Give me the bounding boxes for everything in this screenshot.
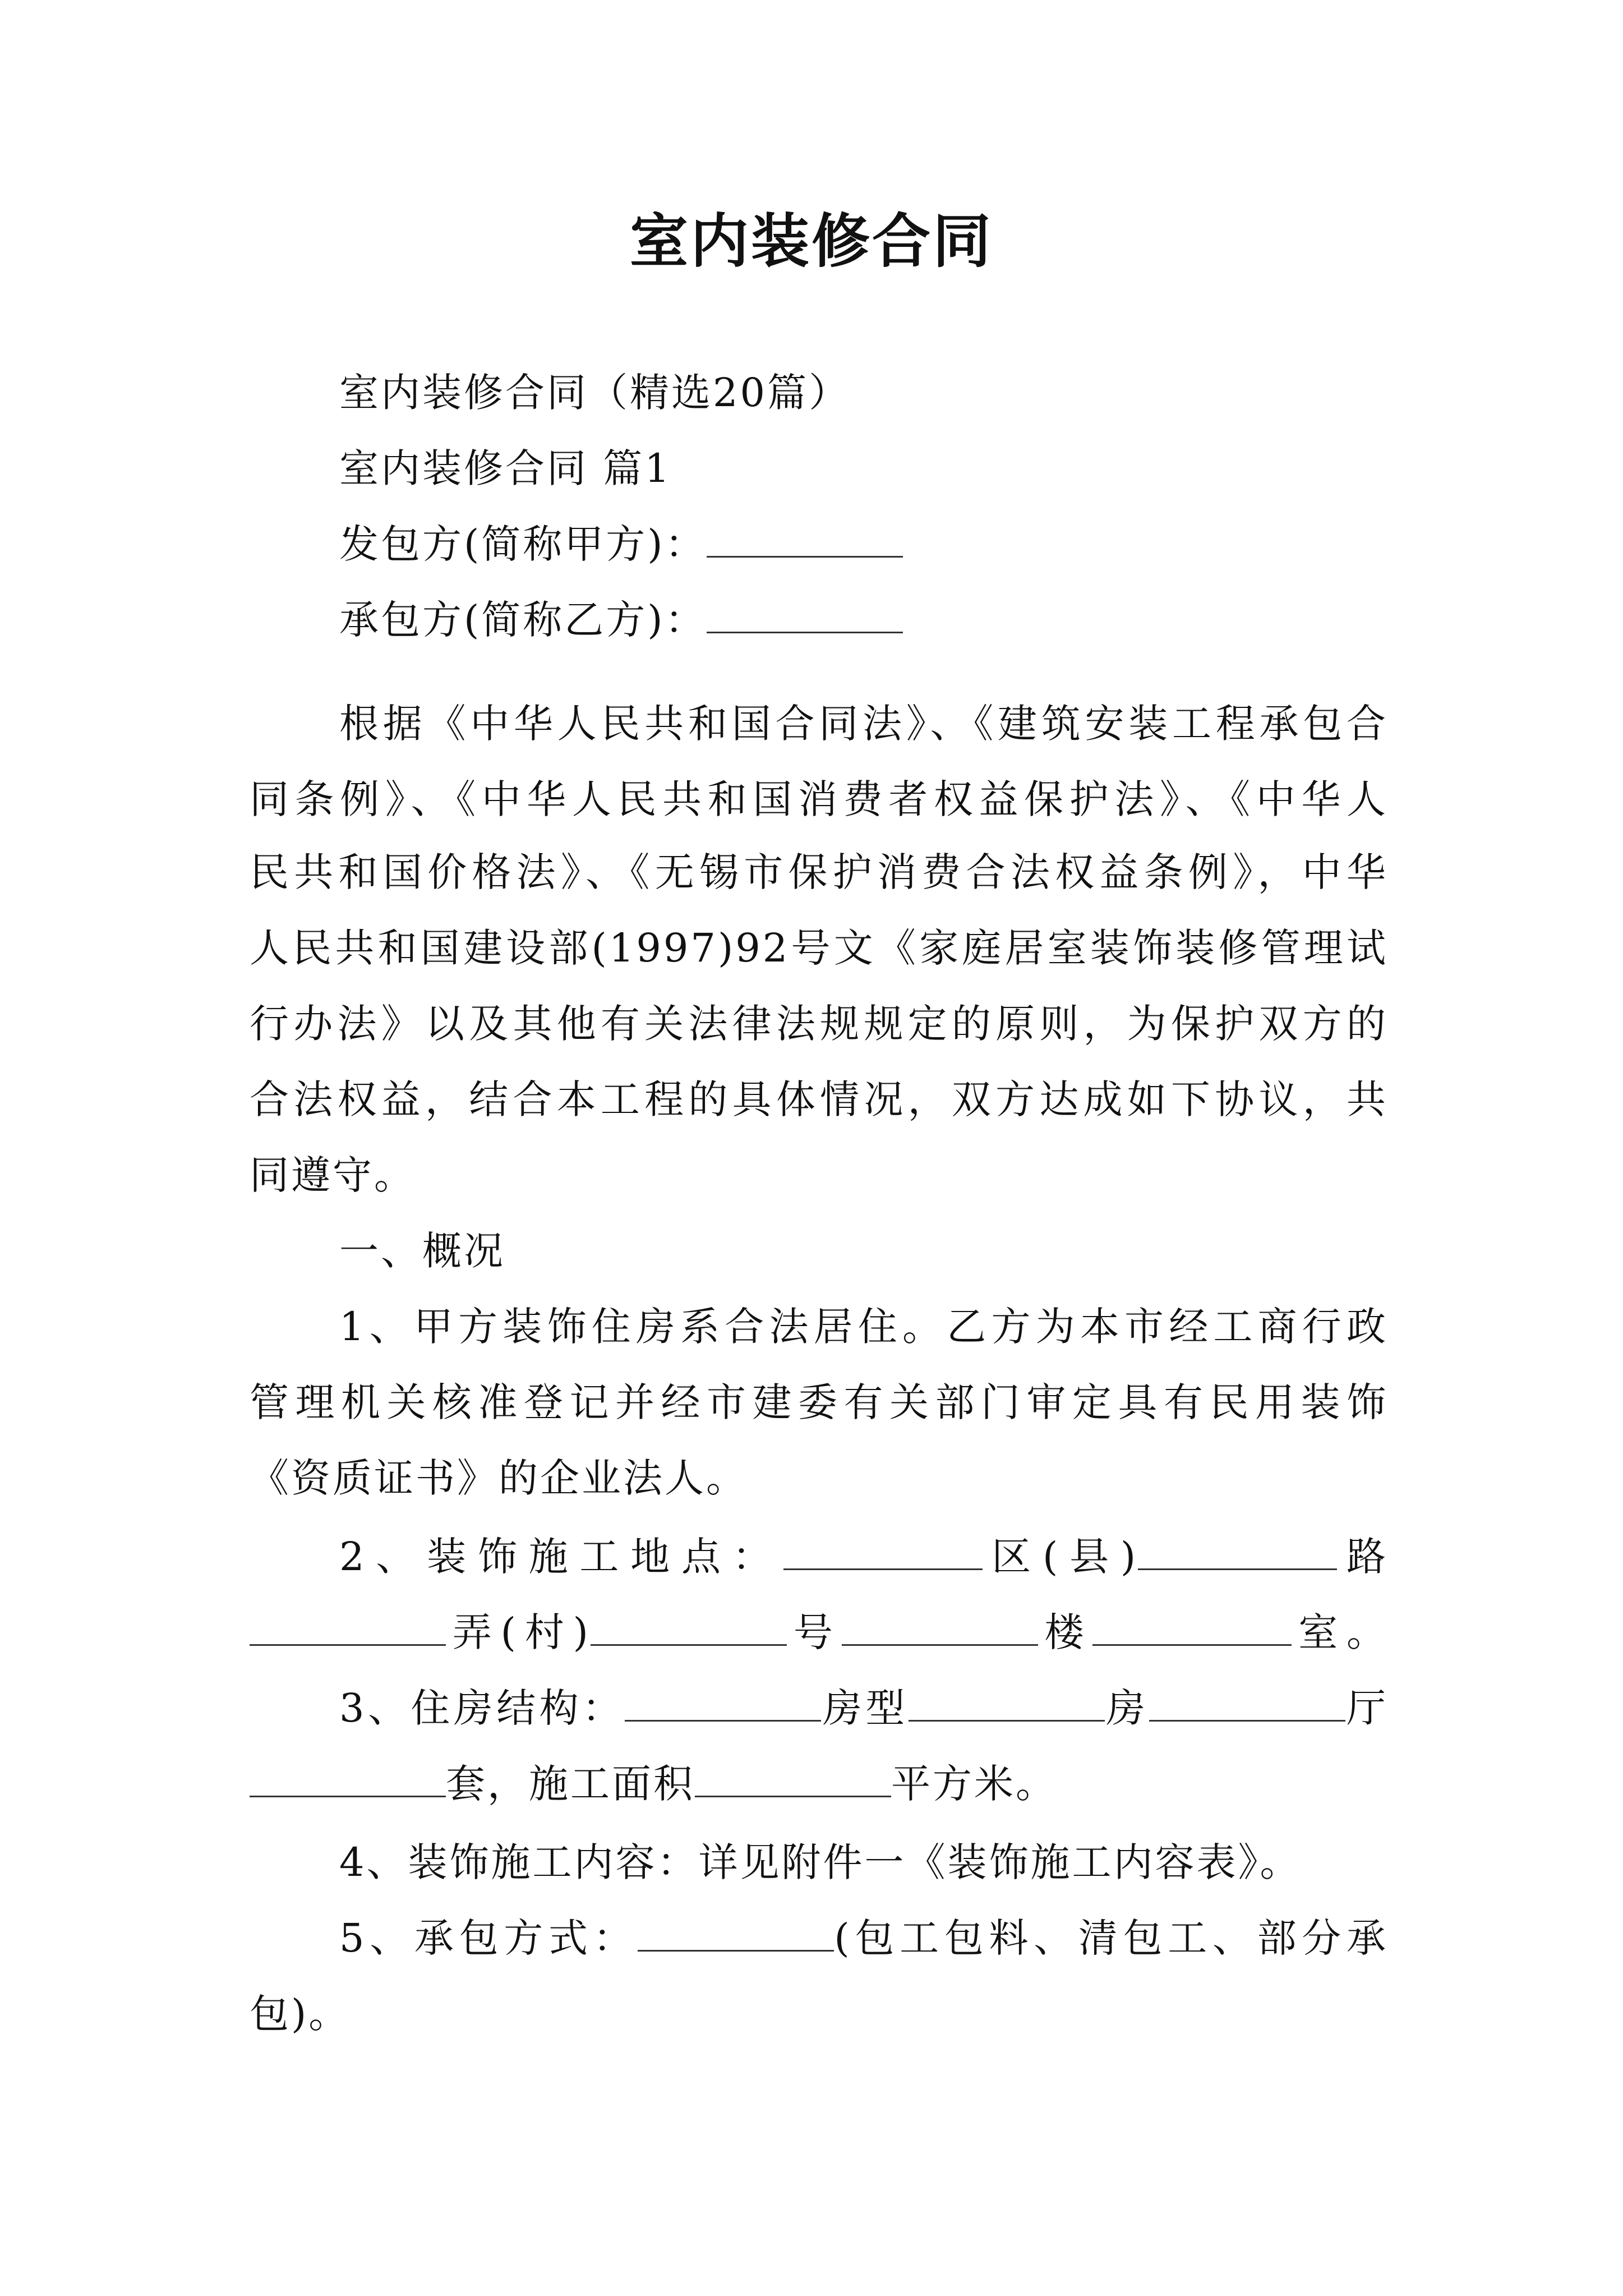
party-b-label: 承包方(简称乙方)： [339, 597, 707, 643]
item3-label: 3、住房结构： [339, 1685, 625, 1731]
preamble-line: 人民共和国建设部(1997)92号文《家庭居室装饰装修管理试 [250, 925, 1388, 971]
party-a-line [339, 519, 1388, 569]
item1-line: 《资质证书》的企业法人。 [250, 1455, 748, 1501]
contract-mode-blank [638, 1915, 834, 1952]
road-label: 路 [1337, 1534, 1388, 1580]
district-blank [783, 1534, 983, 1570]
item1-line: 管理机关核准登记并经市建委有关部门审定具有民用装饰 [250, 1379, 1388, 1425]
section-heading: 室内装修合同 篇1 [339, 445, 672, 491]
building-blank [842, 1609, 1038, 1646]
item4-line: 4、装饰施工内容：详见附件一《装饰施工内容表》。 [339, 1839, 1302, 1885]
item2-line [250, 1607, 1388, 1658]
preamble-line: 民共和国价格法》、《无锡市保护消费合法权益条例》，中华 [250, 849, 1388, 895]
item3-line [339, 1683, 1388, 1733]
lane-blank [250, 1609, 446, 1646]
document-title: 室内装修合同 [629, 207, 993, 275]
preamble-line: 同遵守。 [250, 1152, 416, 1198]
halls-blank [1149, 1685, 1345, 1722]
type-blank [625, 1685, 821, 1722]
chapter-heading: 一、概况 [339, 1228, 505, 1274]
sets-blank [250, 1761, 446, 1797]
building-label: 楼 [1038, 1609, 1093, 1655]
number-blank [591, 1609, 787, 1646]
document-subtitle: 室内装修合同（精选20篇） [339, 370, 851, 416]
preamble-line: 行办法》以及其他有关法律法规规定的原则，为保护双方的 [250, 1001, 1388, 1047]
road-blank [1138, 1534, 1337, 1570]
preamble-line: 合法权益，结合本工程的具体情况，双方达成如下协议，共 [250, 1076, 1388, 1122]
lane-label: 弄(村) [446, 1609, 591, 1655]
number-label: 号 [786, 1609, 842, 1655]
area-unit: 平方米。 [891, 1761, 1057, 1807]
district-label: 区(县) [982, 1534, 1138, 1580]
item2-label: 2、装饰施工地点： [339, 1534, 783, 1580]
party-b-line [339, 595, 1388, 645]
area-blank [695, 1761, 891, 1797]
item3-line [250, 1759, 1388, 1809]
room-blank [1092, 1609, 1292, 1646]
item5-line [339, 1913, 1388, 1963]
party-a-blank [707, 521, 903, 558]
room-label: 室。 [1292, 1609, 1389, 1655]
party-b-blank [707, 597, 903, 633]
item1-line: 1、甲方装饰住房系合法居住。乙方为本市经工商行政 [339, 1304, 1388, 1350]
item5-line: 包)。 [250, 1991, 351, 2037]
item2-line [339, 1531, 1388, 1582]
halls-label: 厅 [1345, 1685, 1389, 1731]
preamble-line: 根据《中华人民共和国合同法》、《建筑安装工程承包合 [339, 701, 1388, 747]
sets-label: 套，施工面积 [446, 1761, 695, 1807]
party-a-label: 发包方(简称甲方)： [339, 521, 707, 567]
item5-label: 5、承包方式： [339, 1915, 638, 1961]
type-label: 房型 [821, 1685, 909, 1731]
preamble-line: 同条例》、《中华人民共和国消费者权益保护法》、《中华人 [250, 776, 1388, 822]
rooms-blank [909, 1685, 1105, 1722]
rooms-label: 房 [1104, 1685, 1149, 1731]
item5-options: (包工包料、清包工、部分承 [834, 1915, 1388, 1961]
